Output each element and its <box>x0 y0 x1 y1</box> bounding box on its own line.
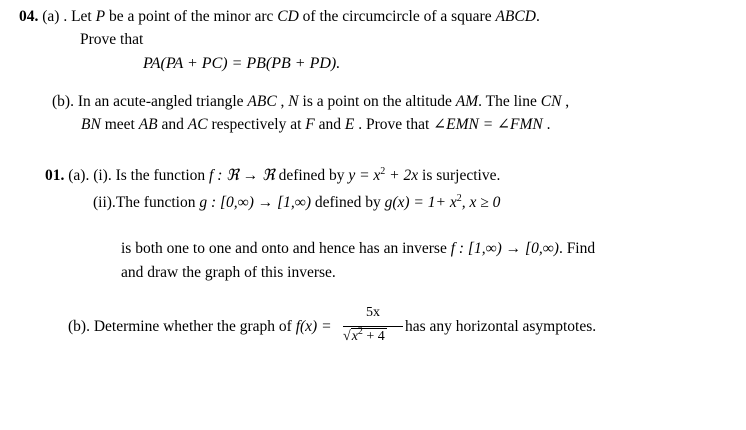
text: . Find <box>558 240 596 257</box>
text: Let <box>71 8 92 25</box>
fraction-numerator: 5x <box>366 305 380 320</box>
part-label: (b). <box>52 93 74 110</box>
q04-part-b-line1 <box>52 93 569 111</box>
text: . <box>546 116 551 133</box>
math-var: F <box>305 116 315 133</box>
q01-part-a-i <box>45 167 500 185</box>
text: , <box>280 93 285 110</box>
text: defined by <box>278 167 345 184</box>
text: be a point of the minor arc <box>108 8 274 25</box>
math-expression: + 2x <box>389 167 419 184</box>
text: Is the function <box>115 167 206 184</box>
math-var: E <box>344 116 355 133</box>
math-function: f(x) = <box>295 318 332 335</box>
question-number: 01. <box>45 167 65 184</box>
text: The function <box>115 194 196 211</box>
q01-part-b-text <box>68 318 332 336</box>
fraction-bar <box>343 326 403 327</box>
text: is a point on the altitude <box>302 93 452 110</box>
text: . The line <box>478 93 537 110</box>
q04-part-a-prove <box>80 31 143 49</box>
text: of the circumcircle of a square <box>302 8 492 25</box>
q04-part-b-line2 <box>81 116 551 134</box>
text: Prove that <box>80 31 144 48</box>
math-var: AB <box>138 116 158 133</box>
math-var: BN <box>81 116 101 133</box>
q01-part-a-cont1 <box>121 240 595 258</box>
math-var: ABCD <box>495 8 536 25</box>
text: and draw the graph of this inverse. <box>121 264 336 281</box>
q04-equation <box>143 55 340 73</box>
text: meet <box>104 116 135 133</box>
equation: PA(PA + PC) = PB(PB + PD). <box>143 55 341 72</box>
part-label: (a) . <box>42 8 68 25</box>
math-var: N <box>288 93 299 110</box>
math-angles: ∠EMN = ∠FMN <box>433 116 543 133</box>
math-condition: , x ≥ 0 <box>461 194 501 211</box>
math-function: f : ℜ → ℜ <box>209 167 275 184</box>
q01-part-b-text2 <box>405 318 596 336</box>
math-function: g : [0,∞) → [1,∞) <box>199 194 311 211</box>
q01-part-a-cont2 <box>121 264 336 282</box>
text: Determine whether the graph of <box>93 318 292 335</box>
text: is both one to one and onto and hence has an inverse <box>121 240 447 257</box>
text: has any horizontal asymptotes. <box>405 318 597 335</box>
fraction-denominator <box>343 326 403 345</box>
math-var: CN <box>540 93 562 110</box>
text: . <box>535 8 540 25</box>
part-label: (a). (i). <box>68 167 112 184</box>
exponent: 2 <box>357 326 363 337</box>
math-expression: + 4 <box>366 329 385 344</box>
math-var: AC <box>187 116 208 133</box>
part-label: (b). <box>68 318 90 335</box>
text: and <box>318 116 342 133</box>
text: and <box>161 116 184 133</box>
text: , <box>565 93 570 110</box>
sqrt-icon: √ <box>343 329 351 344</box>
exponent: 2 <box>380 166 386 177</box>
text: is surjective. <box>422 167 501 184</box>
math-expression: g(x) = 1+ x <box>384 194 457 211</box>
math-var: ABC <box>247 93 277 110</box>
math-var: P <box>95 8 106 25</box>
text: . Prove that <box>358 116 430 133</box>
part-label: (ii). <box>93 194 116 211</box>
math-var: x <box>351 329 358 344</box>
question-number: 04. <box>19 8 39 25</box>
exponent: 2 <box>456 193 462 204</box>
text: respectively at <box>211 116 302 133</box>
math-var: CD <box>277 8 299 25</box>
text: defined by <box>314 194 381 211</box>
text: In an acute-angled triangle <box>77 93 244 110</box>
fraction <box>343 305 403 353</box>
math-function: f : [1,∞) → [0,∞) <box>450 240 559 257</box>
q01-part-a-ii <box>93 194 500 212</box>
q04-part-a-line1 <box>19 8 540 26</box>
math-var: AM <box>455 93 479 110</box>
math-expression: y = x <box>348 167 381 184</box>
